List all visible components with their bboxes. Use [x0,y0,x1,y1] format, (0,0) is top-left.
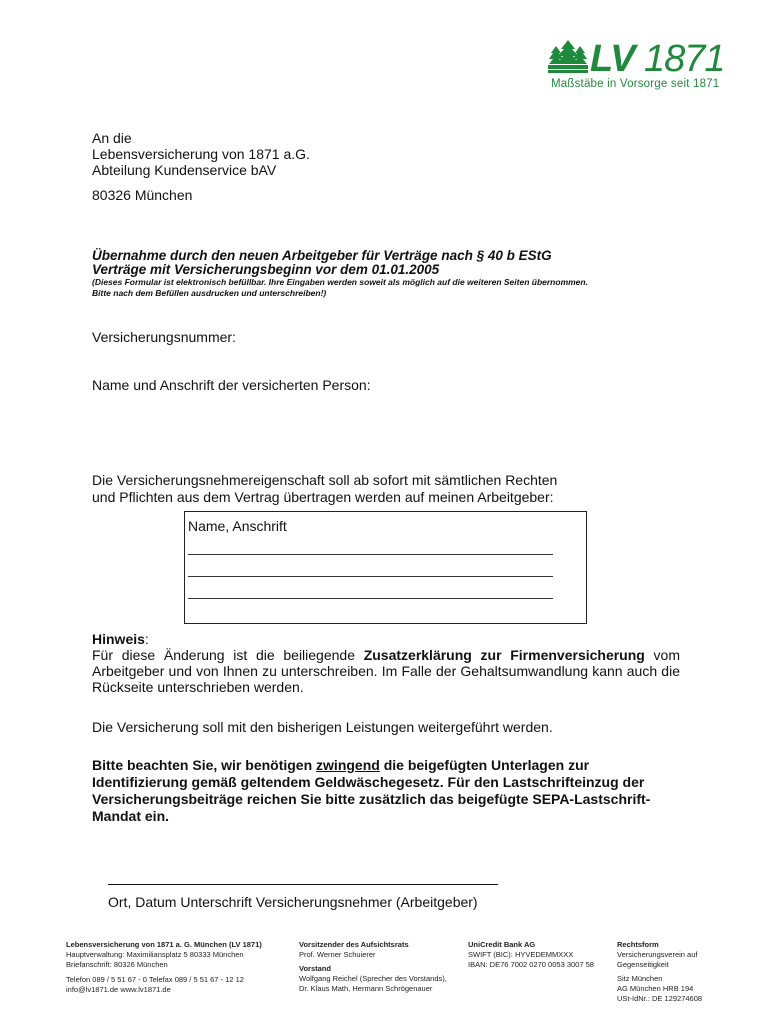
notice-paragraph [92,757,672,825]
footer-legal-line-2: Gegenseitigkeit [617,960,669,969]
logo-brand-number: 1871 [644,38,725,80]
footer-bank-line-2: IBAN: DE76 7002 0270 0053 3007 58 [468,960,594,969]
policy-number-label: Versicherungsnummer: [92,329,236,345]
employer-line-3 [188,598,553,599]
form-note-line-2: Bitte nach dem Befüllen ausdrucken und unterschreiben!) [92,288,327,298]
footer-board [299,940,447,994]
address-line-3: Abteilung Kundenservice bAV [92,162,277,178]
footer-company-title: Lebensversicherung von 1871 a. G. München (LV 1871) [66,940,262,949]
footer-company-line-1: Hauptverwaltung: Maximiliansplatz 5 80333 München [66,950,244,959]
signature-label: Ort, Datum Unterschrift Versicherungsnehmer (Arbeitgeber) [108,894,478,910]
hint-text-2: vom Arbeitgeber und von Ihnen zu unterschreiben. Im Falle der Gehaltsumwandlung kann auch die Rückseite unterschrieben werden. [92,647,680,695]
footer-legal-line-5: USt-IdNr.: DE 129274608 [617,994,703,1003]
footer-board-line-3: Dr. Klaus Math, Hermann Schrögenauer [299,984,433,993]
signature-line[interactable] [108,884,498,885]
hint-colon: : [144,631,149,647]
form-note-line-1: (Dieses Formular ist elektronisch befüllbar. Ihre Eingaben werden soweit als möglich auf die weiteren Seiten übernommen. [92,277,588,287]
footer-legal [617,940,702,1004]
logo-tagline: Maßstäbe in Vorsorge seit 1871 [551,78,720,90]
hint-paragraph [92,631,680,695]
footer-board-line-1: Prof. Werner Schuierer [299,950,376,959]
transfer-text [92,472,692,506]
tree-logo-icon [548,40,588,76]
logo-brand: LV [590,38,635,80]
footer-legal-title: Rechtsform [617,940,659,949]
employer-line-1 [188,554,553,555]
hint-bold-text: Zusatzerklärung zur Firmenversicherung [363,647,645,663]
employer-line-2 [188,576,553,577]
continuation-text: Die Versicherung soll mit den bisherigen Leistungen weitergeführt werden. [92,719,553,735]
hint-title: Hinweis [92,631,145,647]
footer-company-line-3: Telefon 089 / 5 51 67 - 0 Telefax 089 / 5 51 67 - 12 12 [66,975,244,984]
notice-text-2: die beigefügten Unterlagen zur Identifizierung gemäß geltendem Geldwäschegesetz. Für den Lastschrifteinzug der Versicherungsbeiträge reichen Sie bitte zusätzlich das beigefügte SEPA-Lastschrift-Mandat ein. [92,757,651,824]
footer-board-line-2: Wolfgang Reichel (Sprecher des Vorstands), [299,974,447,983]
address-line-2: Lebensversicherung von 1871 a.G. [92,146,310,162]
form-title-line-1: Übernahme durch den neuen Arbeitgeber für Verträge nach § 40 b EStG [92,248,552,263]
footer-bank-line-1: SWIFT (BIC): HYVEDEMMXXX [468,950,574,959]
form-title-line-2: Verträge mit Versicherungsbeginn vor dem 01.01.2005 [92,262,440,277]
footer-legal-line-1: Versicherungsverein auf [617,950,698,959]
employer-box-label: Name, Anschrift [188,518,287,534]
notice-underlined: zwingend [316,757,380,773]
footer-company [66,940,262,995]
footer-board-title-1: Vorsitzender des Aufsichtsrats [299,940,409,949]
hint-text-1: Für diese Änderung ist die beiliegende [92,647,364,663]
address-line-1: An die [92,130,132,146]
footer-legal-line-3: Sitz München [617,974,663,983]
employer-address-field[interactable] [184,511,587,624]
transfer-line-2: und Pflichten aus dem Vertrag übertragen werden auf meinen Arbeitgeber: [92,489,554,505]
transfer-line-1: Die Versicherungsnehmereigenschaft soll ab sofort mit sämtlichen Rechten [92,472,558,488]
footer-bank [468,940,594,970]
footer-company-line-4: info@lv1871.de www.lv1871.de [66,985,171,994]
footer-company-line-2: Briefanschrift: 80326 München [66,960,168,969]
logo-wordmark [590,38,725,81]
footer-board-title-2: Vorstand [299,964,331,973]
footer-bank-title: UniCredit Bank AG [468,940,536,949]
notice-text-1: Bitte beachten Sie, wir benötigen [92,757,317,773]
footer-legal-line-4: AG München HRB 194 [617,984,694,993]
company-logo [548,40,733,95]
address-city: 80326 München [92,187,193,203]
insured-person-label: Name und Anschrift der versicherten Person: [92,377,371,393]
